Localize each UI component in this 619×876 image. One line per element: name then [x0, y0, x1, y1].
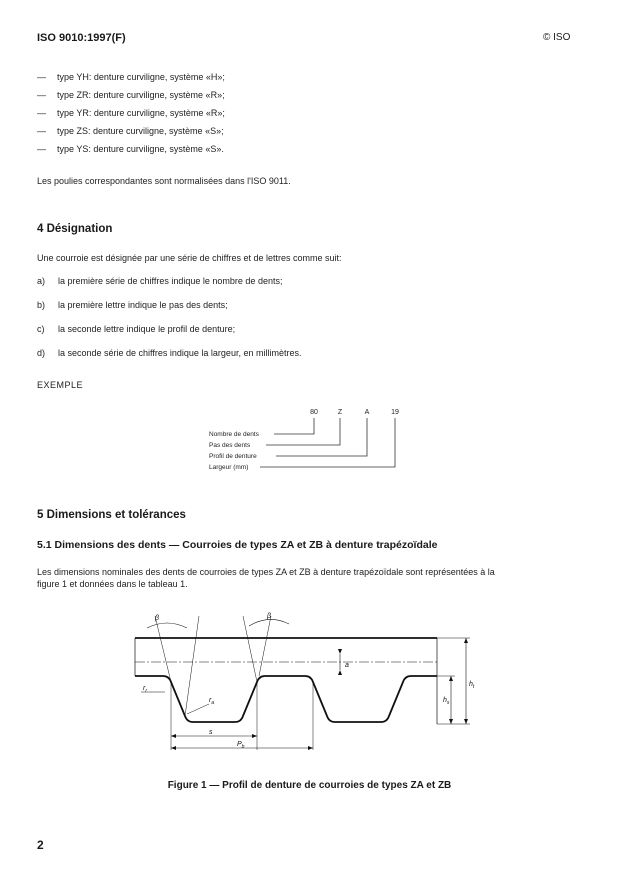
rr-label: $r_r$ [143, 685, 148, 694]
code-pitch: Z [337, 409, 343, 416]
a-label: a [345, 662, 349, 669]
figure-1-tooth-profile [125, 606, 485, 766]
pb-label: $P_b$ [237, 741, 245, 750]
list-item: — type ZR: denture curviligne, système «R»; [37, 90, 225, 100]
flank-construction-lines [243, 616, 271, 682]
designation-list [37, 275, 597, 371]
leader-line [276, 418, 367, 456]
page-number: 2 [37, 838, 44, 852]
ht-label: $h_t$ [469, 681, 475, 690]
document-id: ISO 9010:1997(F) [37, 32, 126, 44]
s-label: s [209, 729, 213, 736]
flank-construction-lines [155, 616, 199, 716]
code-profile: A [364, 409, 370, 416]
list-item: — type YR: denture curviligne, système «R»; [37, 108, 225, 118]
beta-label: β [155, 615, 159, 622]
code-width: 19 [391, 409, 399, 416]
pulleys-paragraph: Les poulies correspondantes sont normalisées dans l'ISO 9011. [37, 176, 291, 186]
ra-label: $r_a$ [209, 697, 215, 706]
hs-label: $h_s$ [443, 697, 450, 706]
section-4-heading: 4 Désignation [37, 223, 113, 235]
list-item: — type ZS: denture curviligne, système «S»; [37, 126, 224, 136]
figure-1-caption: Figure 1 — Profil de denture de courroies de types ZA et ZB [167, 780, 452, 791]
type-list [37, 71, 597, 161]
extension-lines [437, 638, 470, 724]
leader-line [266, 418, 340, 445]
list-item: a) la première série de chiffres indique le nombre de dents; [37, 276, 283, 286]
label-pitch: Pas des dents [209, 442, 251, 449]
list-item: — type YH: denture curviligne, système «H»; [37, 72, 225, 82]
list-item: c) la seconde lettre indique le profil de denture; [37, 324, 236, 334]
height-dimension-lines [451, 638, 466, 724]
ra-leader [187, 704, 209, 714]
beta-label: β [267, 613, 271, 620]
section-5-1-paragraph: Les dimensions nominales des dents de courroies de types ZA et ZB à denture trapézoïdale sont représentées à la figure 1 et données dans le tableau 1. [37, 567, 495, 589]
list-item: d) la seconde série de chiffres indique la largeur, en millimètres. [37, 348, 302, 358]
section-5-1-heading: 5.1 Dimensions des dents — Courroies de types ZA et ZB à denture trapézoïdale [37, 539, 438, 551]
leader-line [260, 418, 395, 467]
section-5-heading: 5 Dimensions et tolérances [37, 509, 186, 521]
tooth-profile-line [135, 676, 437, 722]
designation-example-diagram [200, 404, 420, 472]
extension-lines [171, 682, 313, 750]
list-item: b) la première lettre indique le pas des dents; [37, 300, 228, 310]
section-4-intro: Une courroie est désignée par une série de chiffres et de lettres comme suit: [37, 253, 342, 263]
beta-angle-arc [147, 623, 187, 628]
label-width: Largeur (mm) [209, 464, 249, 471]
code-teeth-count: 80 [310, 409, 318, 416]
label-teeth-count: Nombre de dents [209, 431, 259, 438]
leader-line [274, 418, 314, 434]
example-label: EXEMPLE [37, 380, 84, 390]
copyright-notice: © ISO [543, 32, 571, 43]
label-profile: Profil de denture [209, 453, 257, 460]
list-item: — type YS: denture curviligne, système «S». [37, 144, 224, 154]
